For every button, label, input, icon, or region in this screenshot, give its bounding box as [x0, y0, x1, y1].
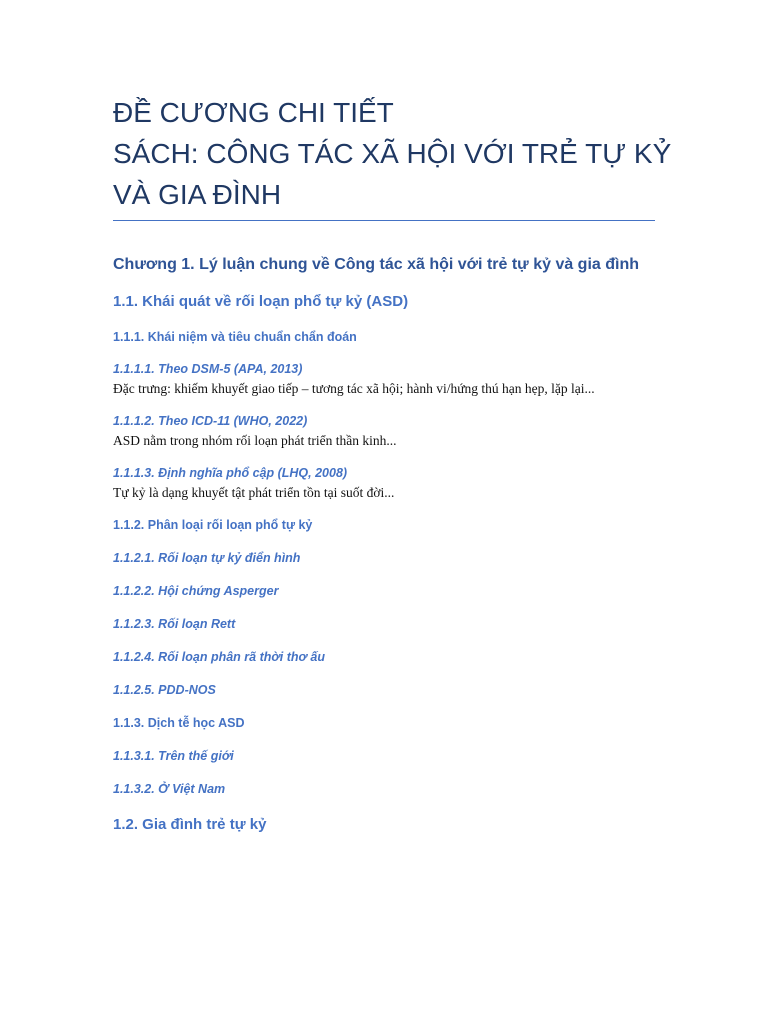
title-line-1: ĐỀ CƯƠNG CHI TIẾT [113, 97, 394, 128]
section-1-1-2-4-heading: 1.1.2.4. Rối loạn phân rã thời thơ ấu [113, 650, 325, 664]
section-1-1-2-1-heading: 1.1.2.1. Rối loạn tự kỷ điển hình [113, 551, 301, 565]
section-1-1-1-1-heading: 1.1.1.1. Theo DSM-5 (APA, 2013) [113, 362, 303, 376]
title-underline [113, 220, 655, 221]
section-1-1-3-heading: 1.1.3. Dịch tễ học ASD [113, 716, 245, 730]
section-1-1-2-heading: 1.1.2. Phân loại rối loạn phổ tự kỷ [113, 518, 313, 532]
section-1-1-1-3-text: Tự kỷ là dạng khuyết tật phát triển tồn tại suốt đời... [113, 485, 395, 500]
section-1-1-3-2-heading: 1.1.3.2. Ở Việt Nam [113, 782, 226, 796]
section-1-1-2-3-heading: 1.1.2.3. Rối loạn Rett [113, 617, 236, 631]
title-line-3: VÀ GIA ĐÌNH [113, 179, 282, 210]
section-1-2-heading: 1.2. Gia đình trẻ tự kỷ [113, 816, 267, 833]
chapter-1-heading: Chương 1. Lý luận chung về Công tác xã hội với trẻ tự kỷ và gia đình [113, 256, 640, 273]
section-1-1-2-5-heading: 1.1.2.5. PDD-NOS [113, 683, 216, 697]
section-1-1-1-2-text: ASD nằm trong nhóm rối loạn phát triển thần kinh... [113, 433, 397, 448]
section-1-1-1-heading: 1.1.1. Khái niệm và tiêu chuẩn chẩn đoán [113, 330, 357, 344]
document-title [113, 92, 671, 215]
title-line-2: SÁCH: CÔNG TÁC XÃ HỘI VỚI TRẺ TỰ KỶ [113, 138, 672, 169]
section-1-1-2-2-heading: 1.1.2.2. Hội chứng Asperger [113, 584, 279, 598]
section-1-1-1-3-heading: 1.1.1.3. Định nghĩa phổ cập (LHQ, 2008) [113, 466, 348, 480]
section-1-1-3-1-heading: 1.1.3.1. Trên thế giới [113, 749, 234, 763]
section-1-1-1-1-text: Đặc trưng: khiếm khuyết giao tiếp – tương tác xã hội; hành vi/hứng thú hạn hẹp, lặp lại... [113, 381, 595, 396]
section-1-1-1-2-heading: 1.1.1.2. Theo ICD-11 (WHO, 2022) [113, 414, 308, 428]
section-1-1-heading: 1.1. Khái quát về rối loạn phổ tự kỷ (ASD) [113, 293, 409, 310]
